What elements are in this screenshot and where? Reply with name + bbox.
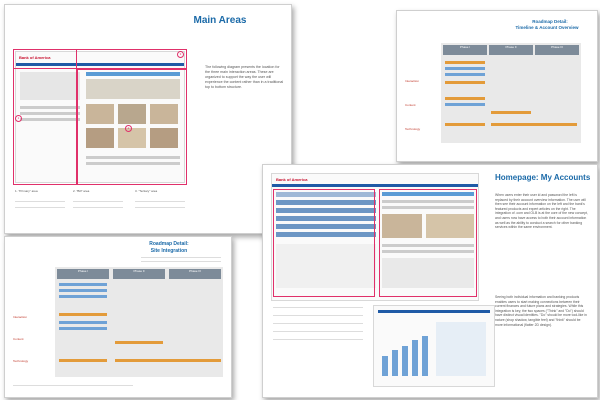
zone-highlight-2 [77, 69, 187, 185]
zone-highlight-3 [13, 49, 187, 69]
homepage-sheet [262, 164, 598, 398]
brand-logo: Bank of America [19, 55, 51, 60]
site-row-1: Interaction [13, 315, 28, 319]
zone-marker-2: 2 [125, 125, 132, 132]
site-integration-title-2: Site Integration [150, 248, 188, 254]
timeline-row-1: Interaction [405, 79, 420, 83]
zone-marker-3: 3 [177, 51, 184, 58]
zone-highlight-1 [13, 49, 77, 185]
homepage-chart-thumb [373, 305, 495, 387]
site-phase-1: Phase I [57, 269, 109, 279]
homepage-title: Homepage: My Accounts [495, 173, 591, 182]
timeline-row-2: Content [405, 103, 416, 107]
timeline-row-3: Technology [405, 127, 421, 131]
main-areas-sheet [4, 4, 292, 234]
zone-marker-1: 1 [15, 115, 22, 122]
timeline-sheet [396, 10, 598, 162]
main-areas-title: Main Areas [193, 15, 247, 26]
site-phase-2: Phase II [113, 269, 165, 279]
homepage-para-2: Seeing both individual information and banking products enables users to start making connections between their current finances and future plans and strategies. While this integration is key, the two spaces ("Think" and "Do") should have distinct visual identities. "Do" should be more tool-like in nature (shop shadow, tangible feel) and "think" should be more informational (flatter 2D design). [495, 295, 587, 327]
site-phase-3: Phase III [169, 269, 221, 279]
col-heading-2: 2. "Bill" area [73, 189, 90, 193]
timeline-title-2: Timeline & Account Overview [515, 25, 579, 30]
site-integration-title-1: Roadmap Detail: [149, 241, 189, 247]
timeline-phase-2: Phase II [489, 45, 533, 55]
timeline-title-1: Roadmap Detail: [532, 19, 568, 24]
homepage-para-1: When users enter their user id and password the left is replaced by their account overview information. The user will then see their account information on the left and the bank's featured products and expert articles on the right. The integration of .com and OLB is at the core of the new concept, and users now have access to both their account information as well as the ability to conduct a search for other banking services within the same environment. [495, 193, 588, 230]
timeline-phase-1: Phase I [443, 45, 487, 55]
homepage-zone-right [379, 189, 477, 297]
homepage-zone-left [273, 189, 375, 297]
col-heading-1: 1. "Primary" area [15, 189, 38, 193]
timeline-phase-3: Phase III [535, 45, 579, 55]
homepage-brand-logo: Bank of America [276, 177, 308, 182]
site-row-3: Technology [13, 359, 29, 363]
site-integration-sheet [4, 236, 232, 398]
site-row-2: Content [13, 337, 24, 341]
main-areas-description: The following diagram presents the location for the three main interaction areas. These are organized to support the way the user will experience the content rather than in a traditional top to bottom structure. [205, 65, 284, 89]
col-heading-3: 3. "Tertiary" area [135, 189, 158, 193]
